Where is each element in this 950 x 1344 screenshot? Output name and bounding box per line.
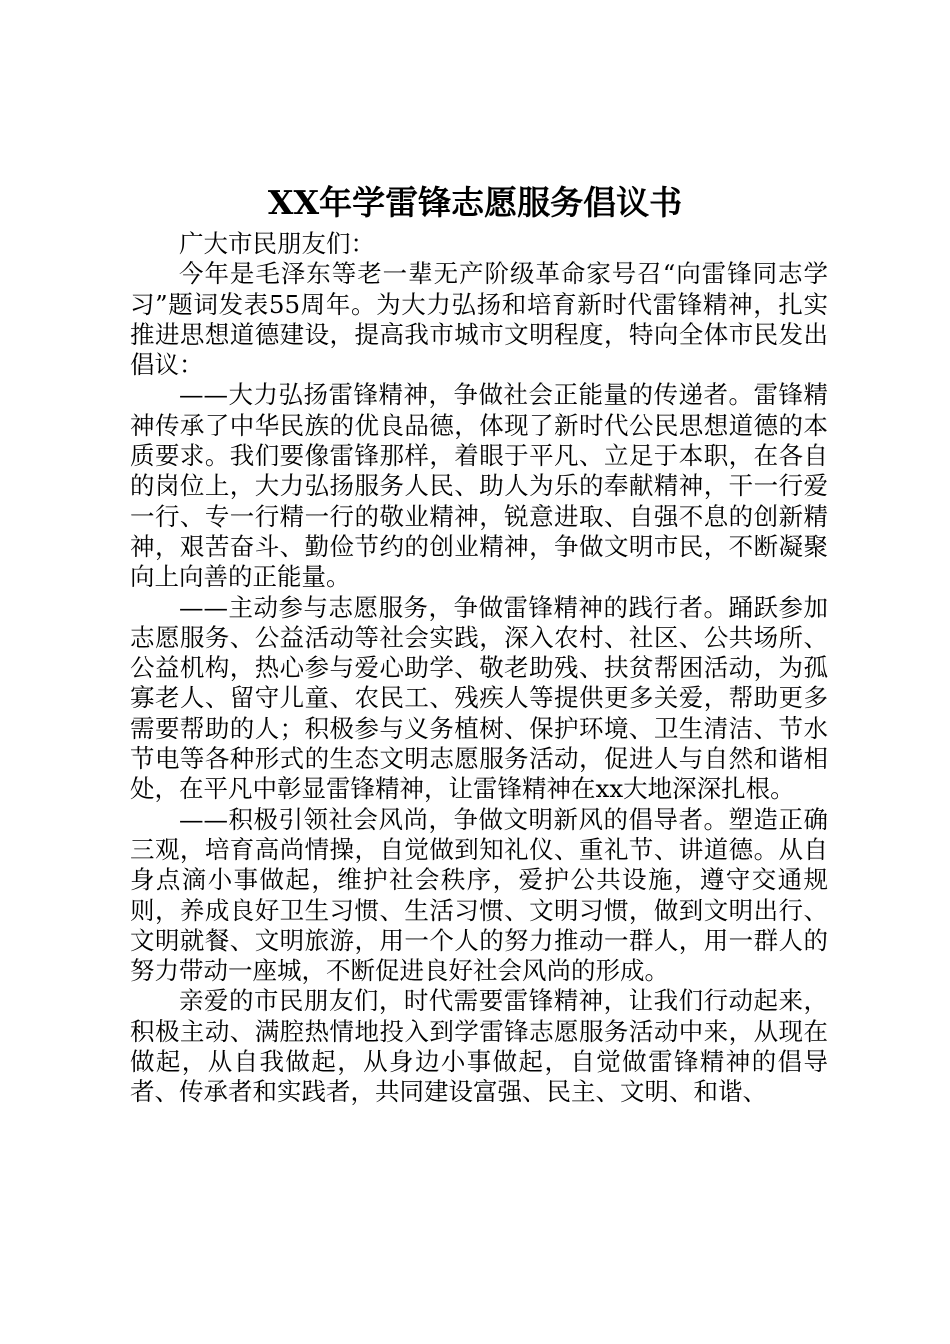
paragraph-point-2: ——主动参与志愿服务，争做雷锋精神的践行者。踊跃参加志愿服务、公益活动等社会实践，深入农村、社区、公共场所、公益机构，热心参与爱心助学、敬老助残、扶贫帮困活动，为孤寡老人、留守儿童、农民工、残疾人等提供更多关爱，帮助更多需要帮助的人；积极参与义务植树、保护环境、卫生清洁、节水节电等各种形式的生态文明志愿服务活动，促进人与自然和谐相处，在平凡中彰显雷锋精神，让雷锋精神在xx大地深深扎根。 (130, 592, 828, 804)
document-title: XX年学雷锋志愿服务倡议书 (267, 183, 683, 222)
document-body (130, 229, 828, 1108)
paragraph-intro: 今年是毛泽东等老一辈无产阶级革命家号召“向雷锋同志学习”题词发表55周年。为大力弘扬和培育新时代雷锋精神，扎实推进思想道德建设，提高我市城市文明程度，特向全体市民发出倡议： (130, 259, 828, 380)
paragraph-closing: 亲爱的市民朋友们，时代需要雷锋精神，让我们行动起来，积极主动、满腔热情地投入到学雷锋志愿服务活动中来，从现在做起，从自我做起，从身边小事做起，自觉做雷锋精神的倡导者、传承者和实践者，共同建设富强、民主、文明、和谐、 (130, 986, 828, 1107)
paragraph-point-1: ——大力弘扬雷锋精神，争做社会正能量的传递者。雷锋精神传承了中华民族的优良品德，体现了新时代公民思想道德的本质要求。我们要像雷锋那样，着眼于平凡、立足于本职，在各自的岗位上，大力弘扬服务人民、助人为乐的奉献精神，干一行爱一行、专一行精一行的敬业精神，锐意进取、自强不息的创新精神，艰苦奋斗、勤俭节约的创业精神，争做文明市民，不断凝聚向上向善的正能量。 (130, 380, 828, 592)
paragraph-point-3: ——积极引领社会风尚，争做文明新风的倡导者。塑造正确三观，培育高尚情操，自觉做到知礼仪、重礼节、讲道德。从自身点滴小事做起，维护社会秩序，爱护公共设施，遵守交通规则，养成良好卫生习惯、生活习惯、文明习惯，做到文明出行、文明就餐、文明旅游，用一个人的努力推动一群人，用一群人的努力带动一座城，不断促进良好社会风尚的形成。 (130, 804, 828, 986)
salutation: 广大市民朋友们： (179, 229, 375, 258)
